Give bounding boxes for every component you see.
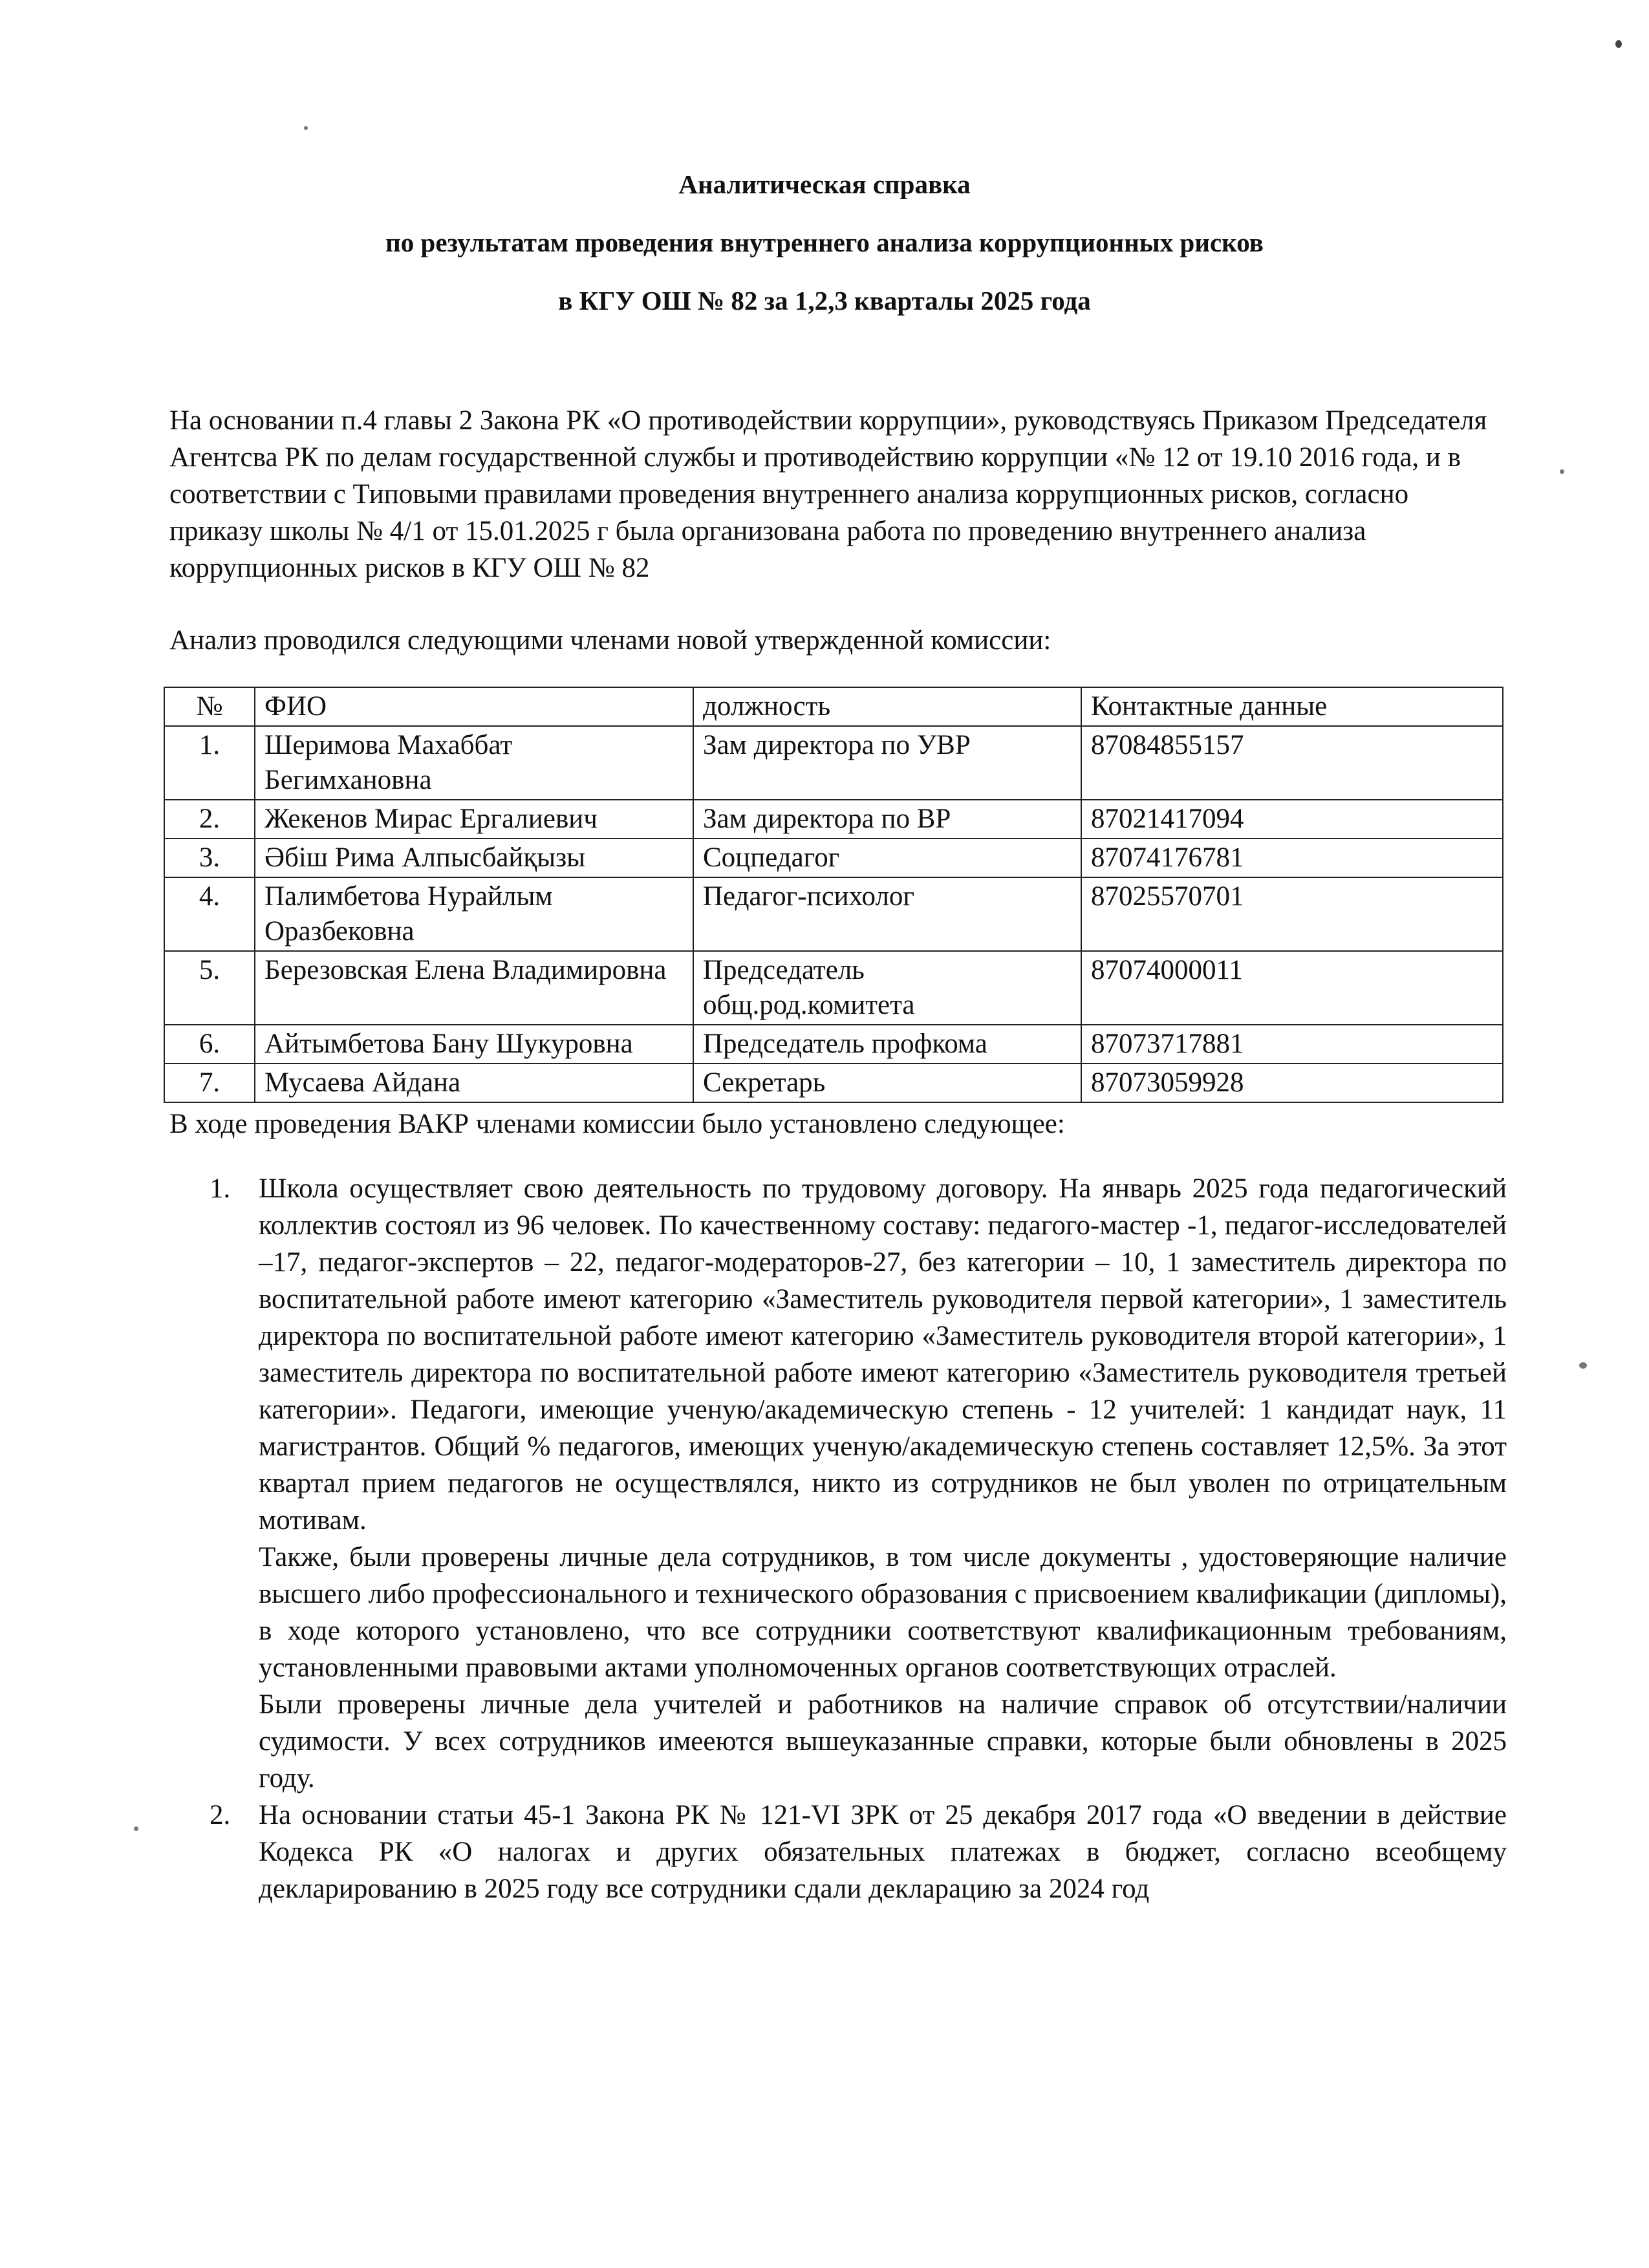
scan-speck (304, 126, 308, 130)
member-position: Председатель профкома (693, 1025, 1081, 1064)
member-contact: 87084855157 (1081, 726, 1503, 800)
member-contact: 87073717881 (1081, 1025, 1503, 1064)
document-title (0, 155, 1649, 330)
scan-speck (1615, 40, 1622, 48)
column-header: № (164, 687, 255, 726)
member-position: Соцпедагог (693, 839, 1081, 877)
row-number: 7. (164, 1064, 255, 1102)
finding-number: 2. (210, 1800, 231, 1830)
member-position: Педагог-психолог (693, 877, 1081, 951)
finding-paragraph: Школа осуществляет свою деятельность по трудовому договору. На январь 2025 года педагогический коллектив состоял из 96 человек. По качественному составу: педагого-мастер -1, педагог-исследователей –17, педагог-экспертов – 22, педагог-модераторов-27, без категории – 10, 1 заместитель директора по воспитательной работе имеют категорию «Заместитель руководителя первой категории», 1 заместитель директора по воспитательной работе имеют категорию «Заместитель руководителя второй категории», 1 заместитель директора по воспитательной работе имеют категорию «Заместитель руководителя третьей категории». Педагоги, имеющие ученую/академическую степень - 12 учителей: 1 кандидат наук, 11 магистрантов. Общий % педагогов, имеющих ученую/академическую степень составляет 12,5%. За этот квартал прием педагогов не осуществлялся, никто из сотрудников не был уволен по отрицательным мотивам. (259, 1173, 1507, 1535)
scan-speck (1560, 469, 1564, 474)
table-row (164, 726, 1503, 800)
member-contact: 87074176781 (1081, 839, 1503, 877)
column-header: должность (693, 687, 1081, 726)
row-number: 2. (164, 800, 255, 839)
table-row (164, 877, 1503, 951)
member-contact: 87074000011 (1081, 951, 1503, 1025)
finding-paragraph: Были проверены личные дела учителей и работников на наличие справок об отсутствии/наличии судимости. У всех сотрудников имееются вышеуказанные справки, которые были обновлены в 2025 году. (259, 1689, 1507, 1793)
row-number: 5. (164, 951, 255, 1025)
row-number: 6. (164, 1025, 255, 1064)
row-number: 3. (164, 839, 255, 877)
scan-speck (1579, 1362, 1587, 1369)
row-number: 1. (164, 726, 255, 800)
member-contact: 87073059928 (1081, 1064, 1503, 1102)
findings-lead: В ходе проведения ВАКР членами комиссии было установлено следующее: (169, 1109, 1065, 1139)
table-header-row (164, 687, 1503, 726)
member-position: Секретарь (693, 1064, 1081, 1102)
row-number: 4. (164, 877, 255, 951)
member-name: Мусаева Айдана (255, 1064, 693, 1102)
findings-list (210, 1170, 1507, 1907)
column-header: ФИО (255, 687, 693, 726)
scan-speck (134, 1826, 138, 1831)
table-row (164, 951, 1503, 1025)
member-name: Жекенов Мирас Ергалиевич (255, 800, 693, 839)
member-name: Шеримова Махаббат Бегимхановна (255, 726, 693, 800)
table-row (164, 839, 1503, 877)
subtitle-line: по результатам проведения внутреннего анализа коррупционных рисков (385, 228, 1264, 257)
member-name: Березовская Елена Владимировна (255, 951, 693, 1025)
member-position: Председатель общ.род.комитета (693, 951, 1081, 1025)
finding-number: 1. (210, 1173, 231, 1204)
finding-item (210, 1170, 1507, 1797)
commission-table (164, 687, 1503, 1103)
subtitle-line: в КГУ ОШ № 82 за 1,2,3 кварталы 2025 года (558, 286, 1091, 316)
finding-paragraph: На основании статьи 45-1 Закона РК № 121-VI ЗРК от 25 декабря 2017 года «О введении в действие Кодекса РК «О налогах и других обязательных платежах в бюджет, согласно всеобщему декларированию в 2025 году все сотрудники сдали декларацию за 2024 год (259, 1800, 1507, 1904)
intro-paragraph: На основании п.4 главы 2 Закона РК «О противодействии коррупции», руководствуясь Приказом Председателя Агентсва РК по делам государственной службы и противодействию коррупции «№ 12 от 19.10 2016 года, и в соответствии с Типовыми правилами проведения внутреннего анализа коррупционных рисков, согласно приказу школы № 4/1 от 15.01.2025 г была организована работа по проведению внутреннего анализа коррупционных рисков в КГУ ОШ № 82 (169, 405, 1487, 583)
table-row (164, 800, 1503, 839)
finding-paragraph: Также, были проверены личные дела сотрудников, в том числе документы , удостоверяющие наличие высшего либо профессионального и технического образования с присвоением квалификации (дипломы), в ходе которого установлено, что все сотрудники соответствуют квалификационным требованиям, установленными правовыми актами уполномоченных органов соответствующих отраслей. (259, 1542, 1507, 1683)
title-line: Аналитическая справка (678, 169, 971, 199)
table-row (164, 1064, 1503, 1102)
member-name: Айтымбетова Бану Шукуровна (255, 1025, 693, 1064)
member-name: Әбіш Рима Алпысбайқызы (255, 839, 693, 877)
column-header: Контактные данные (1081, 687, 1503, 726)
member-contact: 87021417094 (1081, 800, 1503, 839)
commission-lead: Анализ проводился следующими членами новой утвержденной комиссии: (169, 625, 1051, 656)
member-position: Зам директора по УВР (693, 726, 1081, 800)
member-contact: 87025570701 (1081, 877, 1503, 951)
table-row (164, 1025, 1503, 1064)
member-name: Палимбетова Нурайлым Оразбековна (255, 877, 693, 951)
member-position: Зам директора по ВР (693, 800, 1081, 839)
finding-item (210, 1797, 1507, 1907)
